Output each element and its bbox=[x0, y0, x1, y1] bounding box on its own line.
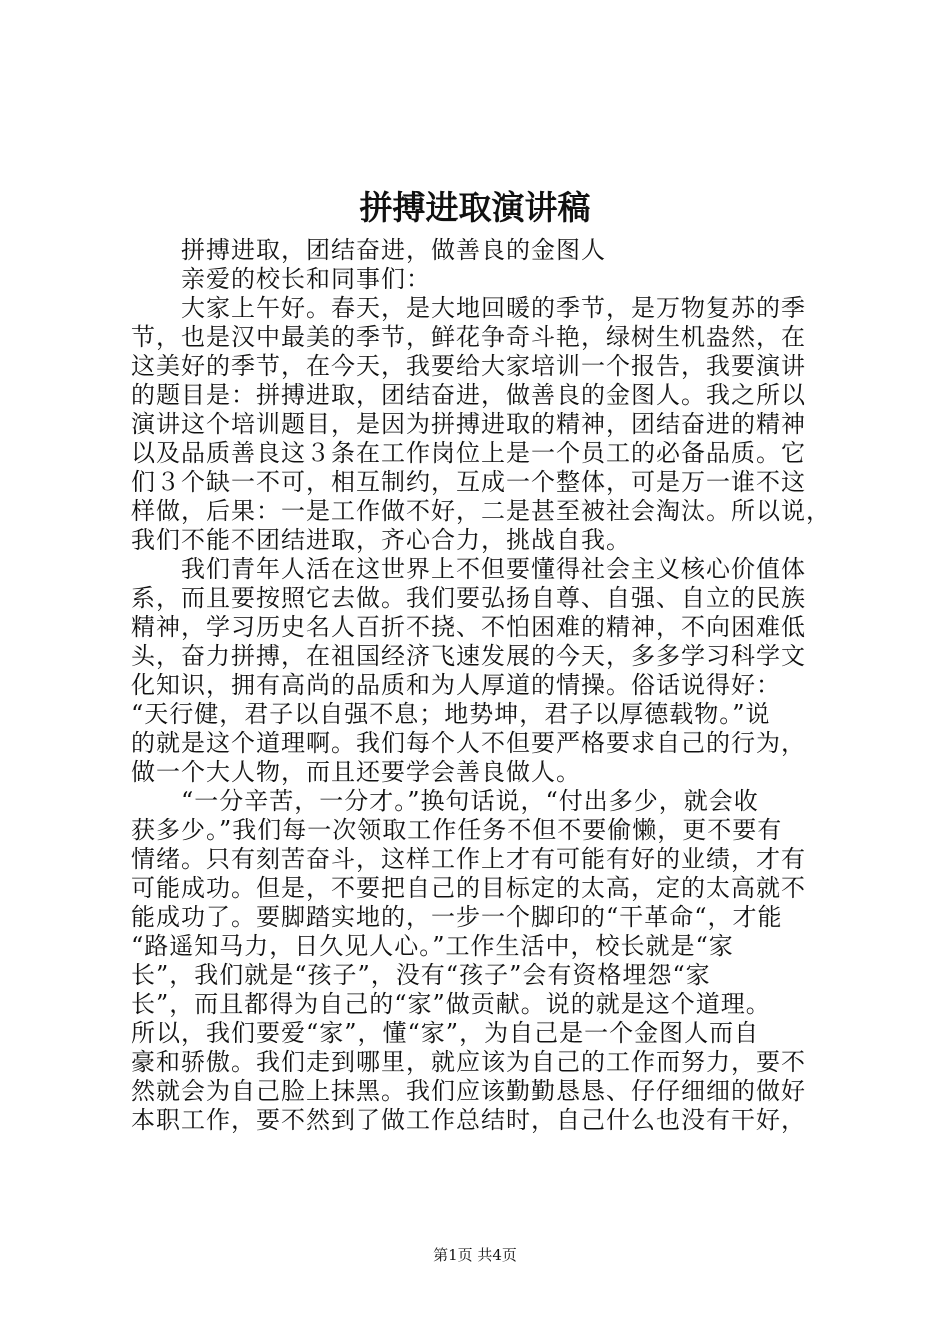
paragraph-line: 长”，而且都得为自己的“家”做贡献。说的就是这个道理。 bbox=[131, 990, 771, 1018]
paragraph-line: 演讲这个培训题目，是因为拼搏进取的精神，团结奋进的精神 bbox=[131, 410, 806, 438]
paragraph-line: “一分辛苦，一分才。”换句话说，“付出多少，就会收 bbox=[181, 787, 759, 815]
paragraph-line: 能成功了。要脚踏实地的，一步一个脚印的“干革命“，才能 bbox=[131, 903, 783, 931]
subtitle-line: 拼搏进取，团结奋进，做善良的金图人 bbox=[181, 236, 606, 264]
paragraph-line: 本职工作，要不然到了做工作总结时，自己什么也没有干好， bbox=[131, 1106, 806, 1134]
paragraph-line: 的就是这个道理啊。我们每个人不但要严格要求自己的行为， bbox=[131, 729, 806, 757]
paragraph-line: 的题目是：拼搏进取，团结奋进，做善良的金图人。我之所以 bbox=[131, 381, 806, 409]
paragraph-line: 我们不能不团结进取，齐心合力，挑战自我。 bbox=[131, 526, 631, 554]
paragraph-line: 以及品质善良这３条在工作岗位上是一个员工的必备品质。它 bbox=[131, 439, 806, 467]
paragraph-line: “路遥知马力，日久见人心。”工作生活中，校长就是“家 bbox=[131, 932, 734, 960]
document-title: 拼搏进取演讲稿 bbox=[359, 188, 591, 227]
paragraph-line: 头，奋力拼搏，在祖国经济飞速发展的今天，多多学习科学文 bbox=[131, 642, 806, 670]
paragraph-line: 精神，学习历史名人百折不挠、不怕困难的精神，不向困难低 bbox=[131, 613, 806, 641]
paragraph-line: 做一个大人物，而且还要学会善良做人。 bbox=[131, 758, 581, 786]
paragraph-line: 我们青年人活在这世界上不但要懂得社会主义核心价值体 bbox=[181, 555, 806, 583]
paragraph-line: 长”，我们就是“孩子”，没有“孩子”会有资格埋怨“家 bbox=[131, 961, 711, 989]
paragraph-line: 然就会为自己脸上抹黑。我们应该勤勤恳恳、仔仔细细的做好 bbox=[131, 1077, 806, 1105]
paragraph-line: 样做，后果：一是工作做不好，二是甚至被社会淘汰。所以说， bbox=[131, 497, 831, 525]
paragraph-line: 化知识，拥有高尚的品质和为人厚道的情操。俗话说得好： bbox=[131, 671, 781, 699]
document-body bbox=[131, 236, 831, 1135]
salutation-line: 亲爱的校长和同事们： bbox=[181, 265, 431, 293]
paragraph-line: 节，也是汉中最美的季节，鲜花争奇斗艳，绿树生机盎然，在 bbox=[131, 323, 806, 351]
paragraph-line: 获多少。”我们每一次领取工作任务不但不要偷懒，更不要有 bbox=[131, 816, 783, 844]
paragraph-line: “天行健，君子以自强不息；地势坤，君子以厚德载物。”说 bbox=[131, 700, 771, 728]
paragraph-line: 们３个缺一不可，相互制约，互成一个整体，可是万一谁不这 bbox=[131, 468, 806, 496]
page-footer: 第1页 共4页 bbox=[433, 1246, 517, 1264]
paragraph-line: 可能成功。但是，不要把自己的目标定的太高，定的太高就不 bbox=[131, 874, 806, 902]
paragraph-line: 豪和骄傲。我们走到哪里，就应该为自己的工作而努力，要不 bbox=[131, 1048, 806, 1076]
paragraph-line: 这美好的季节，在今天，我要给大家培训一个报告，我要演讲 bbox=[131, 352, 806, 380]
paragraph-line: 系，而且要按照它去做。我们要弘扬自尊、自强、自立的民族 bbox=[131, 584, 806, 612]
paragraph-line: 所以，我们要爱“家”，懂“家”，为自己是一个金图人而自 bbox=[131, 1019, 760, 1047]
paragraph-line: 情绪。只有刻苦奋斗，这样工作上才有可能有好的业绩，才有 bbox=[131, 845, 806, 873]
paragraph-line: 大家上午好。春天，是大地回暖的季节，是万物复苏的季 bbox=[181, 294, 806, 322]
